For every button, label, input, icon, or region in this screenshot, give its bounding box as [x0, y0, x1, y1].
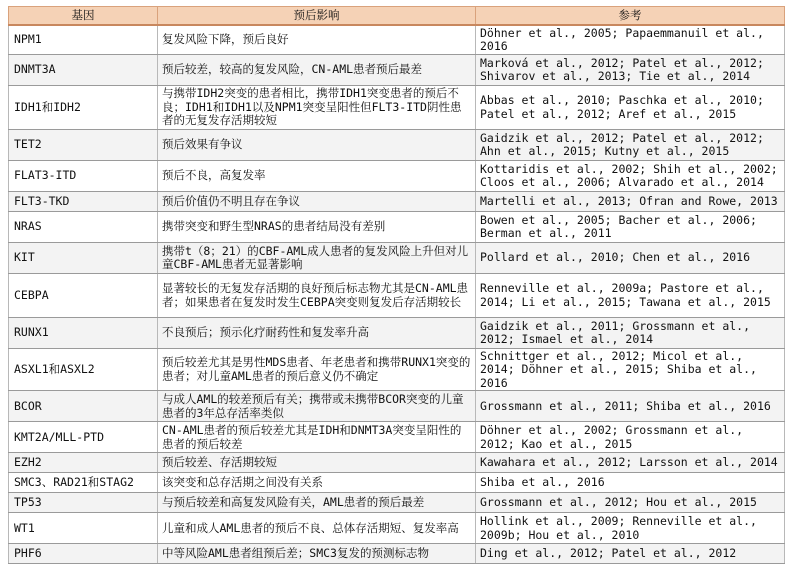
reference-cell: Schnittger et al., 2012; Micol et al., 2014; Döhner et al., 2015; Shiba et al., 2016: [476, 348, 785, 391]
effect-cell: 预后不良，高复发率: [158, 160, 476, 191]
table-row: [9, 25, 785, 55]
gene-cell: WT1: [9, 513, 158, 544]
reference-cell: Gaidzik et al., 2011; Grossmann et al., 2012; Ismael et al., 2014: [476, 317, 785, 348]
effect-cell: 与携带IDH2突变的患者相比，携带IDH1突变患者的预后不良；IDH1和IDH1以及NPM1突变呈阳性但FLT3-ITD阴性患者的无复发存活期较短: [158, 85, 476, 129]
effect-cell: 预后较差尤其是男性MDS患者、年老患者和携带RUNX1突变的患者；对儿童AML患者的预后意义仍不确定: [158, 348, 476, 391]
reference-cell: Bowen et al., 2005; Bacher et al., 2006; Berman et al., 2011: [476, 211, 785, 242]
table-header: [9, 7, 785, 25]
table-row: [9, 544, 785, 564]
effect-cell: 携带突变和野生型NRAS的患者结局没有差别: [158, 211, 476, 242]
header-gene: 基因: [9, 7, 158, 25]
reference-cell: Pollard et al., 2010; Chen et al., 2016: [476, 242, 785, 273]
table-row: [9, 348, 785, 391]
effect-cell: 预后价值仍不明且存在争议: [158, 191, 476, 211]
effect-cell: 与预后较差和高复发风险有关，AML患者的预后最差: [158, 493, 476, 513]
table-row: [9, 85, 785, 129]
gene-cell: IDH1和IDH2: [9, 85, 158, 129]
effect-cell: CN-AML患者的预后较差尤其是IDH和DNMT3A突变呈阳性的患者的预后较差: [158, 422, 476, 453]
table-row: [9, 160, 785, 191]
gene-cell: KIT: [9, 242, 158, 273]
effect-cell: 预后较差、存活期较短: [158, 453, 476, 473]
table-row: [9, 191, 785, 211]
reference-cell: Döhner et al., 2002; Grossmann et al., 2012; Kao et al., 2015: [476, 422, 785, 453]
effect-cell: 与成人AML的较差预后有关；携带或未携带BCOR突变的儿童患者的3年总存活率类似: [158, 391, 476, 422]
reference-cell: Kottaridis et al., 2002; Shih et al., 2002; Cloos et al., 2006; Alvarado et al., 2014: [476, 160, 785, 191]
reference-cell: Kawahara et al., 2012; Larsson et al., 2014: [476, 453, 785, 473]
table-row: [9, 273, 785, 317]
table-row: [9, 242, 785, 273]
effect-cell: 中等风险AML患者组预后差；SMC3复发的预测标志物: [158, 544, 476, 564]
table-body: [9, 25, 785, 564]
effect-cell: 预后效果有争议: [158, 129, 476, 160]
table-row: [9, 493, 785, 513]
gene-cell: TET2: [9, 129, 158, 160]
effect-cell: 显著较长的无复发存活期的良好预后标志物尤其是CN-AML患者；如果患者在复发时发生CEBPA突变则复发后存活期较长: [158, 273, 476, 317]
reference-cell: Renneville et al., 2009a; Pastore et al., 2014; Li et al., 2015; Tawana et al., 2015: [476, 273, 785, 317]
gene-cell: FLT3-TKD: [9, 191, 158, 211]
reference-cell: Shiba et al., 2016: [476, 473, 785, 493]
effect-cell: 预后较差，较高的复发风险，CN-AML患者预后最差: [158, 54, 476, 85]
reference-cell: Ding et al., 2012; Patel et al., 2012: [476, 544, 785, 564]
reference-cell: Gaidzik et al., 2012; Patel et al., 2012; Ahn et al., 2015; Kutny et al., 2015: [476, 129, 785, 160]
table-row: [9, 54, 785, 85]
effect-cell: 复发风险下降，预后良好: [158, 25, 476, 55]
reference-cell: Martelli et al., 2013; Ofran and Rowe, 2013: [476, 191, 785, 211]
gene-cell: DNMT3A: [9, 54, 158, 85]
gene-cell: PHF6: [9, 544, 158, 564]
reference-cell: Grossmann et al., 2012; Hou et al., 2015: [476, 493, 785, 513]
reference-cell: Hollink et al., 2009; Renneville et al., 2009b; Hou et al., 2010: [476, 513, 785, 544]
reference-cell: Abbas et al., 2010; Paschka et al., 2010; Patel et al., 2012; Aref et al., 2015: [476, 85, 785, 129]
gene-cell: CEBPA: [9, 273, 158, 317]
reference-cell: Döhner et al., 2005; Papaemmanuil et al., 2016: [476, 25, 785, 55]
table-row: [9, 422, 785, 453]
effect-cell: 儿童和成人AML患者的预后不良、总体存活期短、复发率高: [158, 513, 476, 544]
gene-cell: EZH2: [9, 453, 158, 473]
table-row: [9, 473, 785, 493]
reference-cell: Marková et al., 2012; Patel et al., 2012; Shivarov et al., 2013; Tie et al., 2014: [476, 54, 785, 85]
table-row: [9, 453, 785, 473]
reference-cell: Grossmann et al., 2011; Shiba et al., 2016: [476, 391, 785, 422]
table-row: [9, 317, 785, 348]
gene-cell: SMC3、RAD21和STAG2: [9, 473, 158, 493]
table-row: [9, 513, 785, 544]
gene-cell: NRAS: [9, 211, 158, 242]
gene-cell: BCOR: [9, 391, 158, 422]
gene-cell: FLAT3-ITD: [9, 160, 158, 191]
table-row: [9, 391, 785, 422]
gene-prognosis-table-container: [8, 6, 784, 564]
gene-prognosis-table: [8, 6, 785, 564]
header-row: [9, 7, 785, 25]
header-reference: 参考: [476, 7, 785, 25]
gene-cell: RUNX1: [9, 317, 158, 348]
header-effect: 预后影响: [158, 7, 476, 25]
gene-cell: NPM1: [9, 25, 158, 55]
gene-cell: ASXL1和ASXL2: [9, 348, 158, 391]
effect-cell: 该突变和总存活期之间没有关系: [158, 473, 476, 493]
effect-cell: 不良预后；预示化疗耐药性和复发率升高: [158, 317, 476, 348]
table-row: [9, 211, 785, 242]
gene-cell: KMT2A/MLL-PTD: [9, 422, 158, 453]
table-row: [9, 129, 785, 160]
gene-cell: TP53: [9, 493, 158, 513]
effect-cell: 携带t（8；21）的CBF-AML成人患者的复发风险上升但对儿童CBF-AML患者无显著影响: [158, 242, 476, 273]
